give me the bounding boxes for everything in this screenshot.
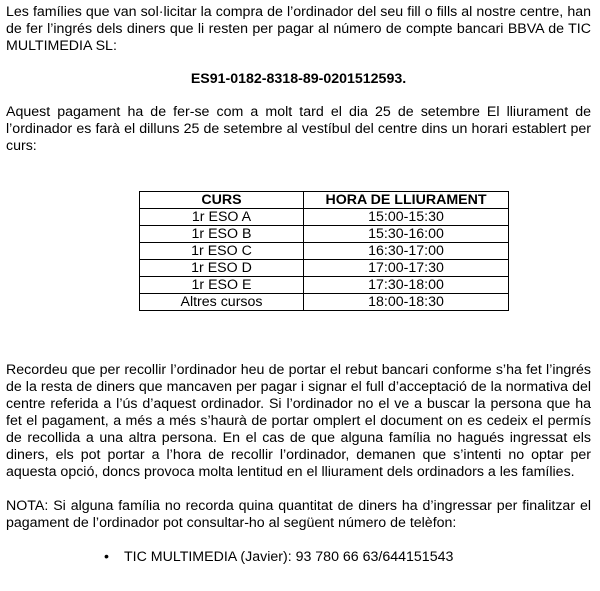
- time-cell: 17:30-18:00: [304, 277, 509, 294]
- table-row: [140, 294, 509, 311]
- time-cell: 15:30-16:00: [304, 226, 509, 243]
- time-cell: 15:00-15:30: [304, 209, 509, 226]
- course-cell: 1r ESO D: [140, 260, 304, 277]
- table-row: [140, 277, 509, 294]
- course-cell: 1r ESO C: [140, 243, 304, 260]
- table-row: [140, 209, 509, 226]
- note-paragraph: NOTA: Si alguna família no recorda quina quantitat de diners ha d’ingressar per finalitzar el pagament de l’ordinador pot consultar-ho al següent número de telèfon:: [6, 498, 591, 531]
- course-cell: 1r ESO B: [140, 226, 304, 243]
- course-cell: 1r ESO A: [140, 209, 304, 226]
- contact-list: [6, 549, 591, 566]
- bullet-icon: •: [104, 549, 109, 565]
- table-row: [140, 226, 509, 243]
- time-cell: 16:30-17:00: [304, 243, 509, 260]
- contact-phone-text: TIC MULTIMEDIA (Javier): 93 780 66 63/644151543: [124, 549, 454, 565]
- course-cell: Altres cursos: [140, 294, 304, 311]
- document-page: [6, 4, 591, 566]
- time-cell: 18:00-18:30: [304, 294, 509, 311]
- intro-paragraph: Les famílies que van sol·licitar la compra de l’ordinador del seu fill o fills al nostre centre, han de fer l’ingrés dels diners que li resten per pagar al número de compte bancari BBVA de TIC MULTIMEDIA SL:: [6, 4, 591, 54]
- time-column-header: HORA DE LLIURAMENT: [304, 192, 509, 209]
- course-cell: 1r ESO E: [140, 277, 304, 294]
- delivery-schedule-table: [139, 191, 509, 311]
- course-column-header: CURS: [140, 192, 304, 209]
- table-header-row: [140, 192, 509, 209]
- table-row: [140, 260, 509, 277]
- bank-account-number: ES91-0182-8318-89-0201512593.: [190, 71, 407, 87]
- list-item: [6, 549, 591, 566]
- table-row: [140, 243, 509, 260]
- reminder-paragraph: Recordeu que per recollir l’ordinador heu de portar el rebut bancari conforme s’ha fet l’ingrés de la resta de diners que mancaven per pagar i signar el full d’acceptació de la normativa del centre referida a l’ús d’aquest ordinador. Si l’ordinador no el ve a buscar la persona que ha fet el pagament, a més a més s’haurà de portar omplert el document on es cedeix el permís de recollida a una altra persona. En el cas de que alguna família no hagués ingressat els diners, els pot portar a l’hora de recollir l’ordinador, demanen que s’intenti no optar per aquesta opció, doncs provoca molta lentitud en el lliurament dels ordinadors a les famílies.: [6, 362, 591, 480]
- payment-paragraph: Aquest pagament ha de fer-se com a molt tard el dia 25 de setembre El lliurament de l’ordinador es farà el dilluns 25 de setembre al vestíbul del centre dins un horari establert per curs:: [6, 104, 591, 154]
- time-cell: 17:00-17:30: [304, 260, 509, 277]
